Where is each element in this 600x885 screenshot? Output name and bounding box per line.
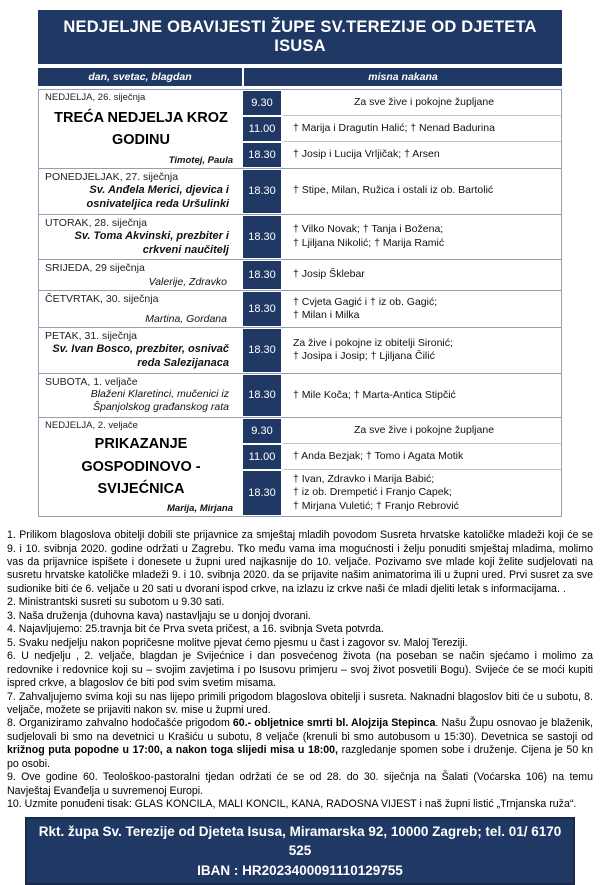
announcement-text: 9. Ove godine 60. Teološkoo-pastoralni tjedan održati će se od 28. do 30. siječnja na Šalati (Voćarska 106) na temu Navještaj Evanđelja u suvremenoj Europi. — [7, 771, 593, 797]
intention-line: † Vilko Novak; † Tanja i Božena; — [293, 223, 444, 236]
mass-time: 18.30 — [243, 292, 281, 326]
intention-line: † Josipa i Josip; † Ljiljana Čilić — [293, 350, 435, 363]
saints-names: Marija, Mirjana — [167, 503, 233, 515]
mass-time: 18.30 — [243, 375, 281, 416]
mass-list — [241, 169, 561, 214]
mass-list — [241, 215, 561, 260]
schedule-row — [39, 291, 561, 328]
schedule-row — [39, 374, 561, 418]
mass-time: 18.30 — [243, 471, 281, 515]
announcement-text: 2. Ministrantski susreti su subotom u 9.30 sati. — [7, 596, 225, 609]
day-cell — [39, 260, 241, 290]
table-header-row — [38, 68, 562, 86]
announcement-text: razgledanje spomen sobe i druženje. Cijena je 50 kn po osobi. — [7, 744, 593, 770]
mass-row — [241, 116, 561, 142]
feast-title: Blaženi Klaretinci, mučenici iz Španjolskog građanskog rata — [90, 387, 229, 414]
intention-line: Za sve žive i pokojne župljane — [353, 423, 495, 436]
intention-line: † Josip Šklebar — [293, 268, 365, 281]
announcement-item — [7, 798, 593, 811]
mass-time: 9.30 — [243, 91, 281, 115]
intention-line: † Stipe, Milan, Ružica i ostali iz ob. Bartolić — [293, 184, 494, 197]
saints-names: Valerije, Zdravko — [148, 276, 227, 289]
mass-time: 18.30 — [243, 143, 281, 167]
mass-intention — [283, 260, 561, 290]
day-label: PONEDJELJAK, 27. siječnja — [45, 171, 179, 183]
col-header-intention: misna nakana — [244, 68, 562, 86]
intention-line: † iz ob. Drempetić i Franjo Capek; — [293, 486, 452, 499]
mass-row — [241, 142, 561, 168]
announcement-item — [7, 650, 593, 690]
day-cell — [39, 328, 241, 373]
mass-intention — [283, 374, 561, 417]
mass-intention — [283, 418, 561, 444]
day-label: NEDJELJA, 2. veljače — [45, 420, 138, 432]
intention-line: † Cvjeta Gagić i † iz ob. Gagić; — [293, 295, 438, 308]
mass-row — [241, 291, 561, 327]
mass-row — [241, 444, 561, 470]
mass-row — [241, 90, 561, 116]
announcement-text: 7. Zahvaljujemo svima koji su nas lijepo primili prigodom blagoslova obitelji i susreta. Naknadni blagoslov biti će u subotu, 8. veljače, možete se prijaviti nakon sv. mise u župmi ured. — [7, 690, 593, 716]
schedule-row — [39, 169, 561, 215]
mass-schedule-table — [38, 89, 562, 517]
mass-row — [241, 260, 561, 290]
announcement-item — [7, 691, 593, 718]
announcement-text: 6. U nedjelju , 2. veljače, blagdan je Svijećnice i dan posvećenog života (na poseban se način sjećamo i molimo za redovnike i redovnice koji su – svojim zavjetima i po Isusovu primjeru – svoj život posvetili Bogu). Svijeće će se moći kupiti ispred crkve, a blagoslov će biti pod svim svetim misama. — [7, 650, 593, 690]
mass-time: 18.30 — [243, 261, 281, 289]
announcement-bold-text: križnog puta popodne u 17:00, a nakon toga slijedi misa u 18:00, — [7, 744, 338, 757]
mass-intention — [283, 328, 561, 373]
feast-title: Sv. Anđela Merici, djevica i osnivateljica reda Uršulinki — [86, 184, 229, 211]
mass-time: 11.00 — [243, 117, 281, 141]
intention-line: † Anda Bezjak; † Tomo i Agata Motik — [293, 449, 464, 462]
announcement-item — [7, 596, 593, 609]
mass-time: 18.30 — [243, 170, 281, 213]
mass-intention — [283, 470, 561, 516]
announcement-item — [7, 623, 593, 636]
schedule-row — [39, 260, 561, 291]
feast-title: TREĆA NEDJELJA KROZ GODINU — [54, 109, 228, 148]
mass-list — [241, 418, 561, 516]
intention-line: † Ivan, Zdravko i Marija Babić; — [293, 472, 435, 485]
footer-iban: IBAN : HR2023400091110129755 — [197, 862, 403, 878]
mass-intention — [283, 169, 561, 214]
mass-row — [241, 418, 561, 444]
day-label: PETAK, 31. siječnja — [45, 330, 138, 343]
mass-intention — [283, 116, 561, 142]
saints-names: Martina, Gordana — [145, 313, 227, 326]
intention-line: † Ljiljana Nikolić; † Marija Ramić — [293, 236, 445, 249]
day-cell — [39, 374, 241, 417]
mass-intention — [283, 291, 561, 327]
mass-row — [241, 169, 561, 214]
mass-intention — [283, 444, 561, 470]
feast-title: PRIKAZANJE GOSPODINOVO - SVIJEĆNICA — [81, 436, 201, 498]
announcement-item — [7, 637, 593, 650]
announcement-item — [7, 529, 593, 596]
announcement-text: 3. Naša druženja (duhovna kava) nastavljaju se u donjoj dvorani. — [7, 609, 311, 622]
intention-line: † Mile Koča; † Marta-Antica Stipčić — [293, 388, 456, 401]
intention-line: † Mirjana Vuletić; † Franjo Rebrović — [293, 499, 459, 512]
day-cell — [39, 169, 241, 214]
day-label: SRIJEDA, 29 siječnja — [45, 262, 145, 275]
day-cell — [39, 418, 241, 516]
intention-line: Za sve žive i pokojne župljane — [353, 95, 495, 108]
mass-intention — [283, 90, 561, 116]
announcements-list — [7, 529, 593, 812]
mass-intention — [283, 215, 561, 260]
schedule-row — [39, 215, 561, 261]
mass-row — [241, 328, 561, 373]
mass-list — [241, 260, 561, 290]
announcement-text: 5. Svaku nedjelju nakon popričesne molitve pjevat ćemo pjesmu u čast i zagovor sv. Maloj Tereziji. — [7, 636, 468, 649]
announcement-item — [7, 771, 593, 798]
announcement-text: 1. Prilikom blagoslova obitelji dobili ste prijavnice za smještaj mladih povodom Susreta hrvatske katoličke mladeži koji će se 9. i 10. svibnja 2020. godine održati u Zagrebu. Tko među vama ima mogućnosti i želju ponuditi smještaj mladima, molimo vas da prijavnice ispišete i donesete u župni ured najkasnije do 10. veljače. Pozivamo sve mlade koji želite sudjelovati na susretu hrvatske katoličke mladeži 9. i 10. svibnja 2020. da se prijavite našim animatorima ili u župni ured. Prvi susret za sve sudionike biti će 6. veljače u 20 sati u dvorani ispod crkve, na izlazu iz crkve naši će mladi djeliti letak s informacijama. . — [7, 529, 593, 595]
day-cell — [39, 90, 241, 168]
day-label: SUBOTA, 1. veljače — [45, 375, 138, 388]
saints-names: Timotej, Paula — [168, 155, 233, 166]
announcement-item — [7, 717, 593, 771]
parish-footer — [25, 817, 575, 885]
bulletin-title: NEDJELJNE OBAVIJESTI ŽUPE SV.TEREZIJE OD DJETETA ISUSA — [38, 10, 562, 64]
day-cell — [39, 215, 241, 260]
announcement-item — [7, 610, 593, 623]
mass-list — [241, 291, 561, 327]
mass-row — [241, 374, 561, 417]
feast-title: Sv. Toma Akvinski, prezbiter i crkveni naučitelj — [74, 229, 229, 256]
mass-row — [241, 215, 561, 260]
day-cell — [39, 291, 241, 327]
intention-line: † Marija i Dragutin Halić; † Nenad Badurina — [293, 121, 495, 134]
mass-row — [241, 470, 561, 516]
intention-line: Za žive i pokojne iz obitelji Sironić; — [293, 336, 453, 349]
mass-list — [241, 374, 561, 417]
mass-intention — [283, 142, 561, 168]
mass-list — [241, 328, 561, 373]
schedule-row — [39, 418, 561, 516]
feast-title: Sv. Ivan Bosco, prezbiter, osnivač reda Salezijanaca — [52, 343, 229, 370]
col-header-day: dan, svetac, blagdan — [38, 68, 242, 86]
mass-time: 18.30 — [243, 329, 281, 372]
intention-line: † Milan i Milka — [293, 309, 360, 322]
mass-time: 9.30 — [243, 419, 281, 443]
day-label: ČETVRTAK, 30. siječnja — [45, 293, 159, 306]
announcement-text: 4. Najavljujemo: 25.travnja bit će Prva sveta pričest, a 16. svibnja Sveta potvrda. — [7, 623, 384, 636]
mass-time: 11.00 — [243, 445, 281, 469]
footer-address: Rkt. župa Sv. Terezije od Djeteta Isusa, Miramarska 92, 10000 Zagreb; tel. 01/ 6170 525 — [38, 823, 562, 859]
announcement-bold-text: 60.- obljetnice smrti bl. Alojzija Stepinca — [232, 717, 436, 730]
schedule-row — [39, 328, 561, 374]
mass-list — [241, 90, 561, 168]
day-label: NEDJELJA, 26. siječnja — [45, 92, 146, 103]
intention-line: † Josip i Lucija Vrljičak; † Arsen — [293, 148, 440, 161]
announcement-text: . Našu Župu osnovao je blaženik, sudjelovali bi smo na devetnici u Krašiću u subotu, 8 veljače (krenuli bi smo autobusom u 15:30). Devetnica se sastoji od — [7, 717, 593, 743]
day-label: UTORAK, 28. siječnja — [45, 216, 147, 229]
schedule-row — [39, 90, 561, 169]
announcement-text: 10. Uzmite ponuđeni tisak: GLAS KONCILA, MALI KONCIL, KANA, RADOSNA VIJEST i naš župni listić „Trnjanska ruža“. — [7, 798, 577, 811]
announcement-text: 8. Organiziramo zahvalno hodočašće prigodom — [7, 717, 233, 730]
mass-time: 18.30 — [243, 216, 281, 259]
